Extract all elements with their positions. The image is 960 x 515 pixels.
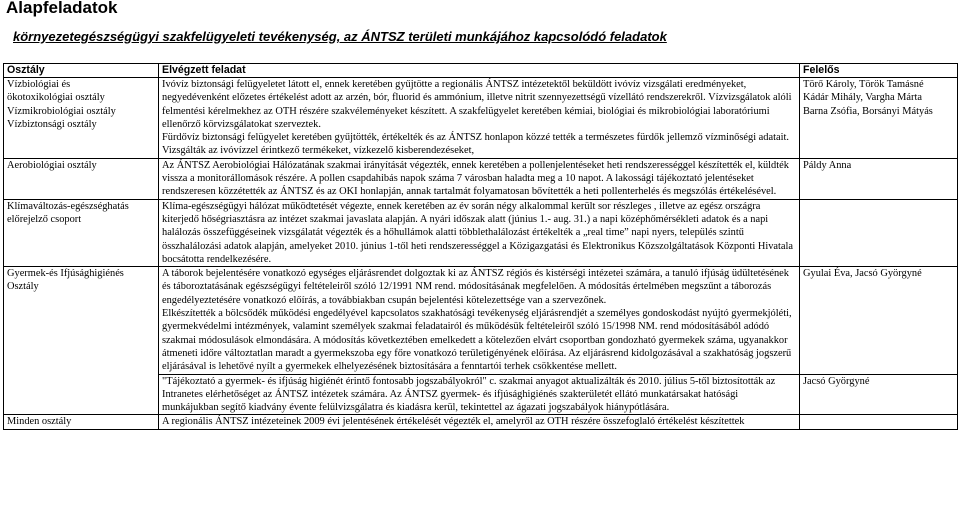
duties-table bbox=[3, 63, 958, 430]
task-paragraph: "Tájékoztató a gyermek- és ifjúság higiénét érintő fontosabb jogszabályokról" c. szakmai anyagot aktualizálták és 2010. július 5-től biztosították az Intranetes elérhetőséget az ÁNTSZ intézetek számára. Az ÁNTSZ gyermek- és ifjúsághigiénés szakterületét ellátó munkatársakat hatósági munkájukban segítő kiadvány évente felülvizsgálatra és kiadásra kerül, tekintettel az ágazati jogszabályok hiánypótlására. bbox=[162, 375, 776, 414]
table-row bbox=[4, 199, 958, 266]
resp-cell bbox=[800, 415, 958, 429]
header-task: Elvégzett feladat bbox=[159, 64, 800, 78]
resp-cell bbox=[800, 158, 958, 199]
page-subtitle: környezetegészségügyi szakfelügyeleti tevékenység, az ÁNTSZ területi munkájához kapcsolódó feladatok bbox=[13, 29, 667, 44]
task-paragraph: Klíma-egészségügyi hálózat működtetését végezte, ennek keretében az év során négy alkalommal került sor részleges , illetve az egész országra kiterjedő hőségriasztásra az intézet szakmai javaslata alapján. A nyári időszak alatt (június 1.- aug. 31.) a napi középhőmérsékleti adatok és a napi halálozás összefüggéseinek vizsgálatát végezték és a hőhullámok alatti többlethalálozást értékelték a „real time” napi nyers, település szintű összhalálozási adatok alapján, amelyeket 2010. június 1-től heti rendszerességgel a Közigazgatási és Elektronikus Közszolgáltatások Központi Hivatala bocsátotta rendelkezésére. bbox=[162, 200, 794, 265]
table-row bbox=[4, 267, 958, 374]
page-title: Alapfeladatok bbox=[6, 0, 118, 17]
table-row bbox=[4, 158, 958, 199]
dept-line: Aerobiológiai osztály bbox=[7, 159, 97, 171]
task-cell bbox=[159, 415, 800, 429]
resp-line: Jacsó Györgyné bbox=[803, 375, 870, 387]
resp-line: Páldy Anna bbox=[803, 159, 852, 171]
dept-line: Klímaváltozás-egészséghatás bbox=[7, 200, 129, 212]
task-paragraph: Az ÁNTSZ Aerobiológiai Hálózatának szakmai irányítását végezték, ennek keretében a pollenjelentéseket heti rendszerességgel készítették el, küldték vissza a monitorállomások részére. A pollen csapdahibás napok száma 7 városban haladta meg a 10 napot. A lakossági tájékoztató jelentéseket rendszeresen közzétették az ÁNTSZ és az OKI honlapján, annak tartalmát folyamatosan bővítették a heti pollenterhelés és megszólás értékelésével. bbox=[162, 159, 789, 198]
resp-cell bbox=[800, 199, 958, 266]
task-paragraph: A táborok bejelentésére vonatkozó egységes eljárásrendet dolgoztak ki az ÁNTSZ régiós és kistérségi intézetei számára, a tanuló ifjúság üdültetésének és táboroztatásának egészségügyi feltételeiről szóló 12/1991 NM rend. módosításának megfelelően. A módosítás értelmében megszűnt a táborozás engedélyeztetésére vonatkozó előírás, a továbbiakban csupán bejelentési kötelezettsége van a szervezőnek. bbox=[162, 268, 789, 306]
header-dept: Osztály bbox=[4, 64, 159, 78]
resp-cell bbox=[800, 267, 958, 374]
dept-line: Minden osztály bbox=[7, 416, 72, 428]
task-cell bbox=[159, 199, 800, 266]
table-row bbox=[4, 415, 958, 429]
dept-cell bbox=[4, 78, 159, 159]
resp-cell bbox=[800, 374, 958, 415]
dept-line: ökotoxikológiai osztály bbox=[7, 92, 105, 104]
resp-cell bbox=[800, 78, 958, 159]
dept-line: előrejelző csoport bbox=[7, 213, 82, 225]
dept-cell bbox=[4, 415, 159, 429]
dept-line: Vízbiológiai és bbox=[7, 79, 71, 90]
table-row bbox=[4, 78, 958, 159]
dept-line: Vízbiztonsági osztály bbox=[7, 118, 97, 130]
table-header-row bbox=[4, 64, 958, 78]
task-paragraph: Fürdővíz biztonsági felügyelet keretében gyűjtötték, értékelték és az ÁNTSZ honlapon közzé tették a természetes fürdők jellemző vízminőségi adatait. Vizsgálták az ivóvízzel érintkező termékeket, vízkezelő kisberendezéseket, bbox=[162, 132, 789, 157]
dept-cell bbox=[4, 199, 159, 266]
dept-line: Osztály bbox=[7, 281, 39, 293]
dept-cell bbox=[4, 267, 159, 415]
task-paragraph: Elkészítették a bölcsődék működési engedélyével kapcsolatos szakhatósági tevékenység eljárásrendjét a személyes gondoskodást nyújtó gyermekjóléti, gyermekvédelmi intézmények, valamint személyek szakmai feladatairól és működésük feltételeiről szóló 15/1998 NM. rend módosításából adódó szakmai módosulások elmondására. A módosítás következtében emelkedett a kötelezően elvárt csoportban gondozható gyermekek száma, ugyanakkor átmeneti időre változtatlan maradt a gyermekszoba egy főre vonatkozó területigényének előírása. Az eljárásrend kidolgozásával a szakhatóság jogszerű eljárásával is lehetővé nyílt a gyermekek elhelyezésének biztosítására a fenntartói terhek csökkentése mellett. bbox=[162, 308, 792, 373]
header-resp: Felelős bbox=[800, 64, 958, 78]
task-paragraph: Ivóvíz biztonsági felügyeletet látott el, ennek keretében gyűjtötte a regionális ÁNTSZ intézetektől beküldött ivóvíz vizsgálati eredményeket, negyedévenként előzetes értékelést adott az arzén, bór, fluorid és ammónium, illetve nitrit szennyezettségű vízellátó rendszerekről. Vízvizsgálatok alóli felmentési kérelmekhez az OTH részére szakvéleményeket készített. A szakfelügyelet keretében kémiai, biológiai és mikrobiológiai laboratóriumi ellenőrző körvizsgálatokat szerveztek. bbox=[162, 79, 792, 130]
dept-cell bbox=[4, 158, 159, 199]
task-paragraph: A regionális ÁNTSZ intézeteinek 2009 évi jelentésének értékelését végezték el, amelyről az OTH részére összefoglaló értékelést készítettek bbox=[162, 416, 745, 428]
resp-line: Törő Károly, Török Tamásné bbox=[803, 79, 924, 90]
task-cell bbox=[159, 267, 800, 374]
dept-line: Gyermek-és Ifjúsághigiénés bbox=[7, 268, 124, 280]
task-cell bbox=[159, 78, 800, 159]
resp-line: Gyulai Éva, Jacsó Györgyné bbox=[803, 268, 922, 280]
task-cell bbox=[159, 158, 800, 199]
resp-line: Kádár Mihály, Vargha Márta bbox=[803, 92, 922, 104]
resp-line: Barna Zsófia, Borsányi Mátyás bbox=[803, 105, 933, 117]
dept-line: Vízmikrobiológiai osztály bbox=[7, 105, 116, 117]
task-cell bbox=[159, 374, 800, 415]
